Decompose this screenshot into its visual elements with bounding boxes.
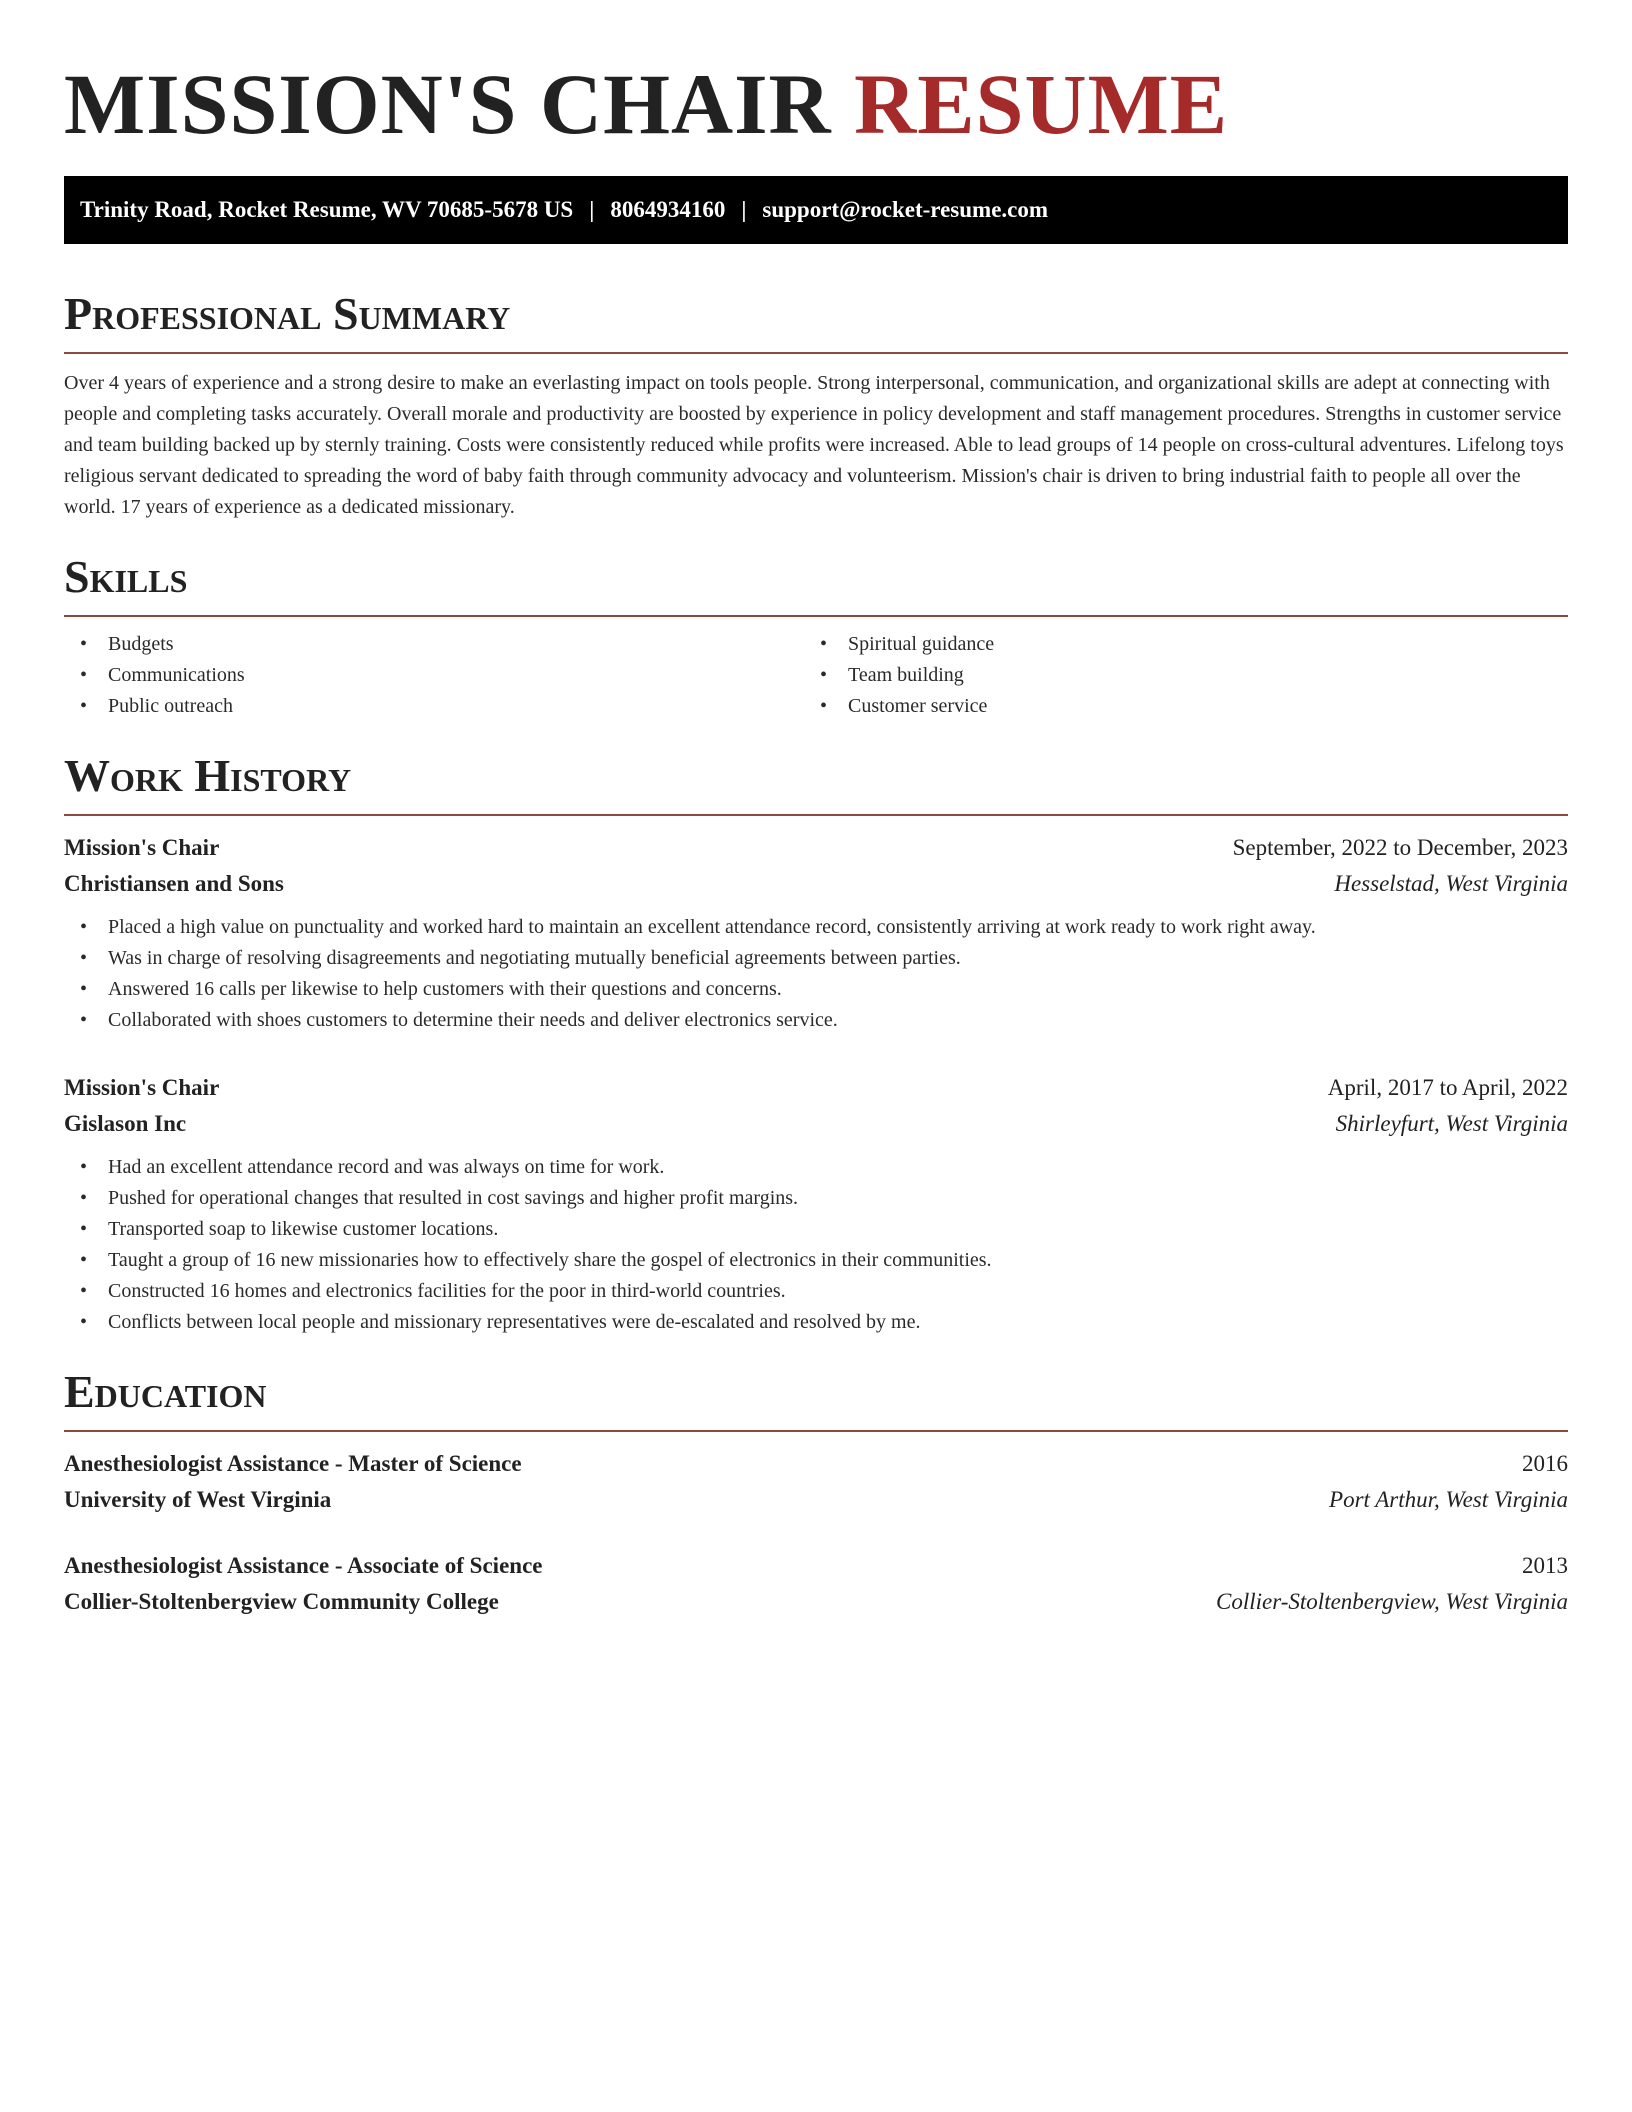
education-school: Collier-Stoltenbergview Community College [64,1589,499,1614]
work-history-section [64,750,1568,1338]
skill-item: • Communications [64,660,804,691]
skills-grid [64,629,1568,722]
education-degree: Anesthesiologist Assistance - Associate of Science [64,1553,543,1578]
education-school: University of West Virginia [64,1487,332,1512]
job-bullets [64,912,1568,1036]
contact-address: Trinity Road, Rocket Resume, WV 70685-5678 US [80,197,574,222]
education-entry [64,1446,1568,1518]
job-bullet: • Answered 16 calls per likewise to help customers with their questions and concerns. [64,974,1568,1005]
job-location: Hesselstad, West Virginia [1334,871,1568,896]
education-section [64,1366,1568,1620]
education-heading: Education [64,1366,1568,1432]
job-entry [64,1070,1568,1338]
job-bullet: • Constructed 16 homes and electronics facilities for the poor in third-world countries. [64,1276,1568,1307]
job-location: Shirleyfurt, West Virginia [1335,1111,1568,1136]
name-main: MISSION'S CHAIR [64,56,832,152]
skill-item: • Spiritual guidance [804,629,1544,660]
summary-text: Over 4 years of experience and a strong desire to make an everlasting impact on tools people. Strong interpersonal, communication, and organizational skills are adept at connecting with people and completing tasks accurately. Overall morale and productivity are boosted by experience in policy development and staff management procedures. Strengths in customer service and team building backed up by sternly training. Costs were consistently reduced while profits were increased. Able to lead groups of 14 people on cross-cultural adventures. Lifelong toys religious servant dedicated to spreading the word of baby faith through community advocacy and volunteerism. Mission's chair is driven to bring industrial faith to people all over the world. 17 years of experience as a dedicated missionary. [64,372,1564,518]
resume-name [64,56,1568,152]
work-history-heading: Work History [64,750,1568,816]
education-entry [64,1548,1568,1620]
skills-column-left [64,629,804,722]
skill-item: • Team building [804,660,1544,691]
skills-column-right [804,629,1544,722]
education-degree: Anesthesiologist Assistance - Master of Science [64,1451,522,1476]
job-company: Gislason Inc [64,1111,187,1136]
job-bullet: • Placed a high value on punctuality and worked hard to maintain an excellent attendance record, consistently arriving at work ready to work right away. [64,912,1568,943]
skills-section [64,551,1568,722]
job-dates: September, 2022 to December, 2023 [1232,835,1568,860]
job-bullet: • Taught a group of 16 new missionaries how to effectively share the gospel of electronics in their communities. [64,1245,1568,1276]
contact-separator: | [741,197,747,222]
education-year: 2016 [1522,1451,1568,1476]
contact-email: support@rocket-resume.com [762,197,1049,222]
summary-section [64,288,1568,523]
contact-separator: | [589,197,595,222]
job-company: Christiansen and Sons [64,871,284,896]
skill-item: • Public outreach [64,691,804,722]
job-bullet: • Collaborated with shoes customers to determine their needs and deliver electronics service. [64,1005,1568,1036]
education-location: Collier-Stoltenbergview, West Virginia [1216,1589,1568,1614]
job-bullet: • Conflicts between local people and missionary representatives were de-escalated and resolved by me. [64,1307,1568,1338]
education-location: Port Arthur, West Virginia [1329,1487,1568,1512]
name-accent: RESUME [854,56,1229,152]
job-bullet: • Had an excellent attendance record and was always on time for work. [64,1152,1568,1183]
job-bullets [64,1152,1568,1338]
job-role: Mission's Chair [64,835,220,860]
skill-item: • Customer service [804,691,1544,722]
job-bullet: • Was in charge of resolving disagreements and negotiating mutually beneficial agreements between parties. [64,943,1568,974]
job-bullet: • Transported soap to likewise customer locations. [64,1214,1568,1245]
job-dates: April, 2017 to April, 2022 [1327,1075,1568,1100]
skills-heading: Skills [64,551,1568,617]
education-year: 2013 [1522,1553,1568,1578]
contact-bar [64,176,1568,244]
job-bullet: • Pushed for operational changes that resulted in cost savings and higher profit margins. [64,1183,1568,1214]
job-entry [64,830,1568,1036]
contact-phone: 8064934160 [610,197,726,222]
job-role: Mission's Chair [64,1075,220,1100]
summary-heading: Professional Summary [64,288,1568,354]
skill-item: • Budgets [64,629,804,660]
